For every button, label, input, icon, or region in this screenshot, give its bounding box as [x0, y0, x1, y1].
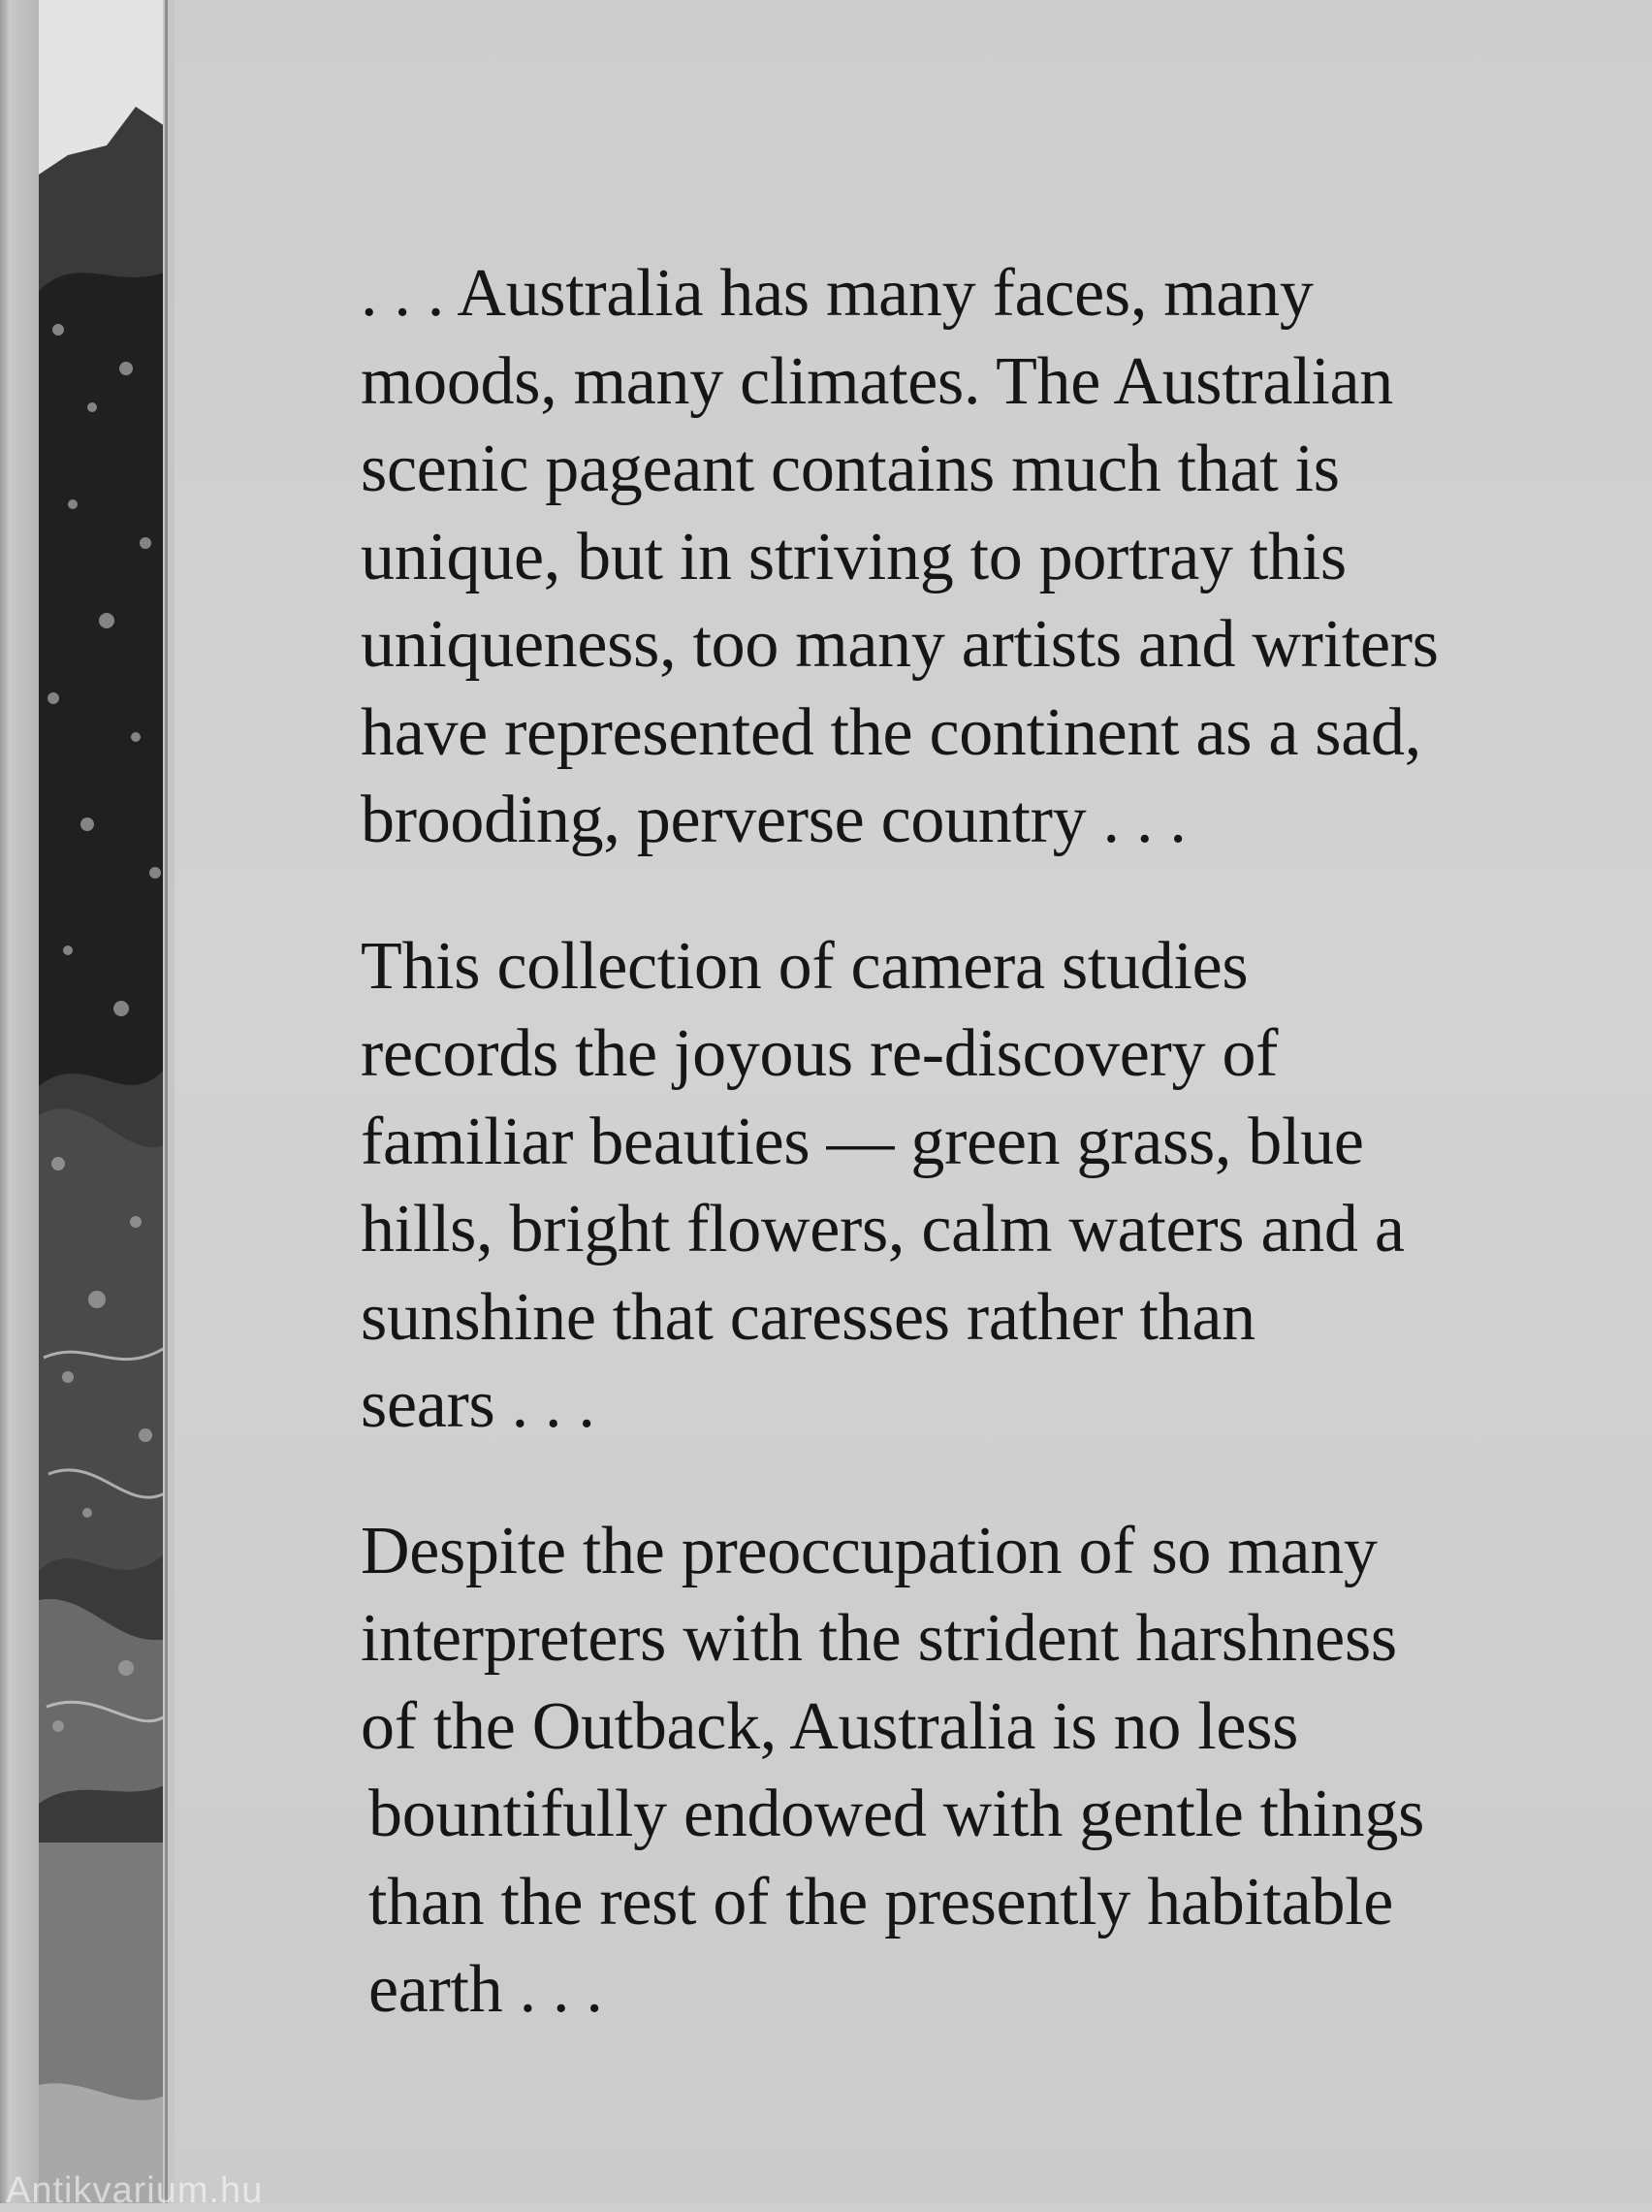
text-line: records the joyous re-discovery of: [361, 1016, 1279, 1091]
text-line: uniqueness, too many artists and writers: [361, 607, 1439, 682]
text-line: hills, bright flowers, calm waters and a: [361, 1192, 1405, 1266]
text-line: This collection of camera studies: [361, 928, 1249, 1004]
text-line: Despite the preoccupation of so many: [361, 1513, 1378, 1588]
text-line: sunshine that caresses rather than: [361, 1279, 1255, 1355]
text-line: scenic pageant contains much that is: [361, 432, 1340, 506]
text-line: unique, but in striving to portray this: [361, 519, 1347, 594]
paragraph-1: [361, 250, 1621, 865]
text-line: brooding, perverse country . . .: [361, 783, 1187, 857]
paragraph-3: [361, 1508, 1621, 2035]
text-line: moods, many climates. The Australian: [361, 343, 1393, 419]
text-line: bountifully endowed with gentle things: [368, 1777, 1425, 1851]
text-line: of the Outback, Australia is no less: [361, 1688, 1299, 1764]
tree-photo-strip: [0, 0, 175, 2203]
watermark: Antikvarium.hu: [6, 2170, 264, 2211]
text-line: familiar beauties — green grass, blue: [361, 1104, 1364, 1179]
text-line: have represented the continent as a sad,: [361, 694, 1421, 770]
text-line: than the rest of the presently habitable: [368, 1864, 1394, 1940]
text-line: sears . . .: [361, 1367, 595, 1442]
main-text: [361, 250, 1621, 2035]
text-line: earth . . .: [368, 1952, 603, 2027]
text-line: . . . Australia has many faces, many: [361, 256, 1314, 331]
text-line: interpreters with the strident harshness: [361, 1601, 1397, 1676]
paragraph-2: [361, 923, 1621, 1450]
